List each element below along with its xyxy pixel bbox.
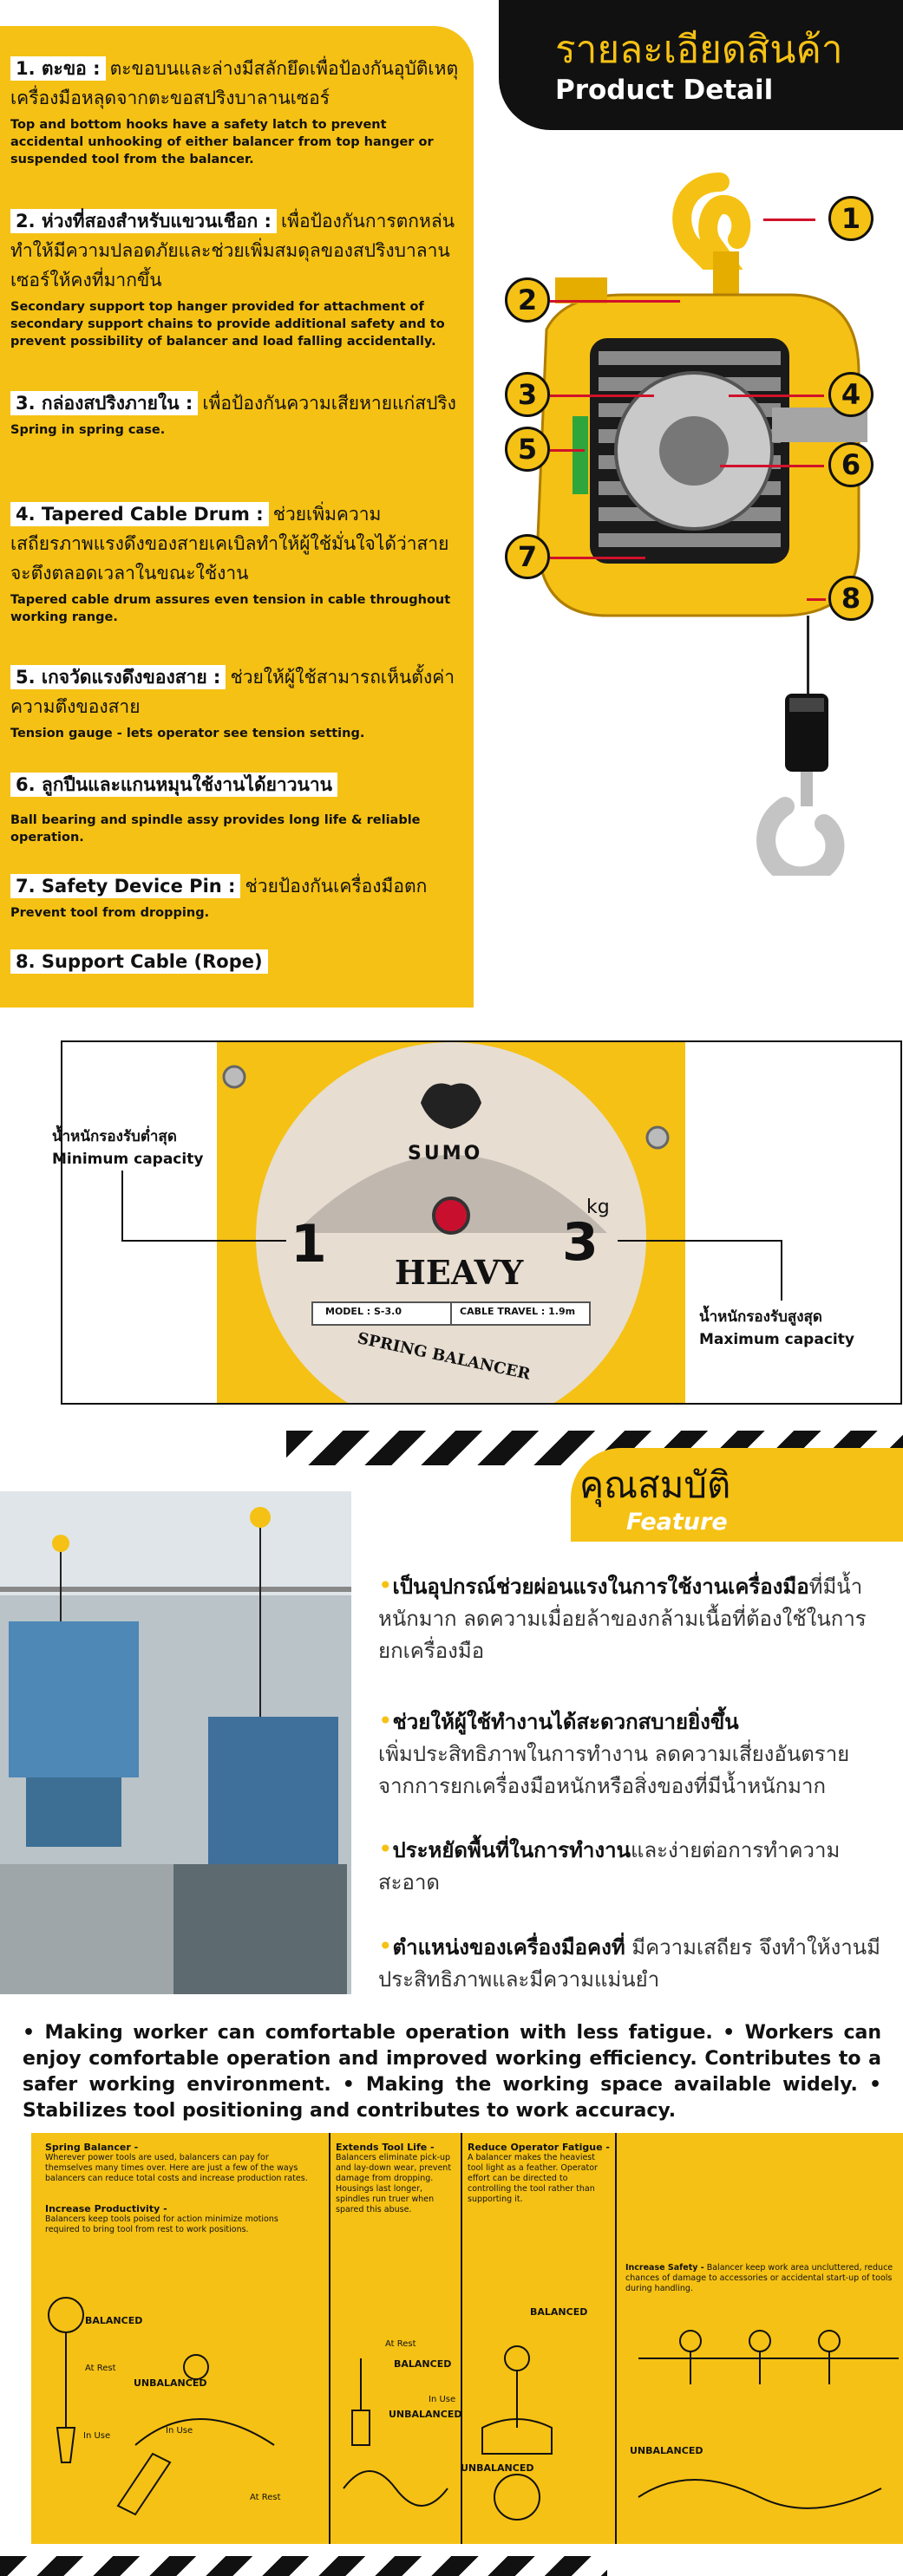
hazard-stripe-bottom	[0, 2556, 607, 2576]
travel-label: CABLE TRAVEL : 1.9m	[460, 1306, 576, 1317]
feature-point-1	[378, 1569, 881, 1667]
item-heading: 4. Tapered Cable Drum :	[10, 502, 269, 526]
label-at-rest-3: At Rest	[385, 2339, 416, 2349]
label-balanced-3: BALANCED	[530, 2306, 588, 2318]
feature-point-text: เพิ่มประสิทธิภาพในการทำงาน ลดความเสี่ยงอันตรายจากการยกเครื่องมือหนักหรือสิ่งของที่มีน้ำหนักมาก	[378, 1742, 850, 1798]
model-label: MODEL : S-3.0	[325, 1306, 402, 1317]
item-text-en: Top and bottom hooks have a safety latch to prevent accidental unhooking of either balancer from top hanger or suspended tool from the balancer.	[10, 118, 434, 166]
min-label-en: Minimum capacity	[52, 1151, 204, 1168]
item-text-th: เพื่อป้องกันความเสียหายแก่สปริง	[202, 393, 456, 414]
detail-item-4	[10, 499, 461, 626]
label-unbalanced-2: UNBALANCED	[389, 2409, 462, 2420]
feature-point-3	[378, 1833, 881, 1899]
safety-title: Increase Safety -	[625, 2263, 704, 2273]
detail-item-6	[10, 770, 461, 846]
min-capacity-value: 1	[291, 1214, 327, 1275]
item-heading: 6. ลูกปืนและแกนหมุนใช้งานได้ยาวนาน	[10, 773, 337, 797]
item-heading: 1. ตะขอ :	[10, 56, 106, 81]
min-capacity-label	[52, 1125, 203, 1171]
fatigue-body: A balancer makes the heaviest tool light as a feather. Operator effort can be directed to controlling the tool rather than supporting it.	[468, 2153, 598, 2204]
feature-title-en: Feature	[626, 1509, 728, 1536]
life-body: Balancers eliminate pick-up and lay-down wear, prevent damage from dropping. Housings last longer, spindles run truer when spared this abuse.	[336, 2153, 452, 2214]
feature-point-bold: ช่วยให้ผู้ใช้ทำงานได้สะดวกสบายยิ่งขึ้น	[392, 1710, 739, 1734]
label-in-use-2: In Use	[166, 2426, 193, 2436]
item-heading: 3. กล่องสปริงภายใน :	[10, 391, 198, 415]
benefits-illustration-panel	[31, 2133, 903, 2544]
product-name-label: SPRING BALANCER	[356, 1329, 533, 1384]
balancer-line-drawings	[31, 2280, 903, 2544]
min-leader	[121, 1171, 123, 1242]
min-leader-h	[121, 1240, 286, 1242]
callout-5: 5	[505, 427, 550, 472]
title-en: Product Detail	[555, 75, 774, 106]
bullet-icon: •	[378, 1706, 393, 1735]
item-heading: 5. เกจวัดแรงดึงของสาย :	[10, 665, 226, 689]
callout-leader-6	[720, 465, 824, 467]
item-text-th: ตะขอบนและล่างมีสลักยึดเพื่อป้องกันอุบัติเหตุเครื่องมือหลุดจากตะขอสปริงบาลานเซอร์	[10, 58, 459, 108]
feature-point-4	[378, 1930, 881, 1996]
feature-title-th: คุณสมบัติ	[579, 1464, 731, 1506]
item-heading: 8. Support Cable (Rope)	[10, 949, 268, 974]
label-unbalanced-4: UNBALANCED	[630, 2445, 703, 2456]
callout-2: 2	[505, 277, 550, 323]
callout-leader-4	[729, 395, 824, 397]
item-text-en: Ball bearing and spindle assy provides long life & reliable operation.	[10, 813, 421, 845]
callout-leader-1	[763, 218, 815, 221]
max-label-th: น้ำหนักรองรับสูงสุด	[699, 1308, 822, 1326]
productivity-title: Increase Productivity -	[45, 2203, 167, 2214]
label-in-use-3: In Use	[429, 2395, 456, 2404]
callout-leader-5	[550, 449, 585, 452]
life-title: Extends Tool Life -	[336, 2142, 435, 2153]
title-th: รายละเอียดสินค้า	[555, 28, 843, 72]
feature-point-text: และง่ายต่อการทำความสะอาด	[378, 1838, 841, 1895]
label-unbalanced-3: UNBALANCED	[461, 2462, 534, 2474]
callout-leader-8	[807, 598, 826, 601]
feature-point-text: มีความเสถียร จึงทำให้งานมีประสิทธิภาพและมีความแม่นยำ	[378, 1935, 880, 1992]
item-text-en: Tension gauge - lets operator see tension setting.	[10, 727, 365, 740]
feature-point-2	[378, 1705, 881, 1803]
detail-item-5	[10, 662, 461, 742]
feature-point-bold: ประหยัดพื้นที่ในการทำงาน	[392, 1838, 631, 1862]
item-text-th: ช่วยเพิ่มความเสถียรภาพแรงดึงของสายเคเบิลทำให้ผู้ใช้มั่นใจได้ว่าสายจะตึงตลอดเวลาในขณะใช้งาน	[10, 504, 449, 584]
max-leader	[781, 1240, 782, 1301]
item-text-en: Prevent tool from dropping.	[10, 906, 210, 920]
spring-title: Spring Balancer -	[45, 2142, 139, 2153]
feature-point-bold: ตำแหน่งของเครื่องมือคงที่	[392, 1935, 625, 1960]
item-text-en: Tapered cable drum assures even tension in cable throughout working range.	[10, 593, 451, 624]
detail-item-2	[10, 206, 461, 350]
label-at-rest-1: At Rest	[85, 2364, 116, 2373]
max-capacity-value: 3	[562, 1212, 599, 1273]
item-text-en: Secondary support top hanger provided for attachment of secondary support chains to provide additional safety and to prevent possibility of balancer and load falling accidentally.	[10, 300, 445, 349]
unit-label: kg	[586, 1197, 610, 1218]
series-label: HEAVY	[395, 1253, 524, 1292]
detail-item-8	[10, 947, 461, 976]
safety-body: Balancer keep work area uncluttered, reduce chances of damage to accessories or accidental start-up of tools during handling.	[625, 2263, 893, 2293]
label-at-rest-2: At Rest	[250, 2493, 281, 2502]
item-text-th: ช่วยป้องกันเครื่องมือตก	[245, 876, 428, 897]
max-capacity-label	[699, 1306, 854, 1351]
item-text-en: Spring in spring case.	[10, 423, 166, 437]
item-text-th: เพื่อป้องกันการตกหล่นทำให้มีความปลอดภัยและช่วยเพิ่มสมดุลของสปริงบาลานเซอร์ให้คงที่มากขึ้น	[10, 211, 455, 290]
min-label-th: น้ำหนักรองรับต่ำสุด	[52, 1128, 177, 1145]
feature-point-bold: เป็นอุปกรณ์ช่วยผ่อนแรงในการใช้งานเครื่องมือ	[392, 1575, 809, 1599]
item-heading: 7. Safety Device Pin :	[10, 874, 240, 898]
item-heading: 2. ห่วงที่สองสำหรับแขวนเชือก :	[10, 209, 277, 233]
item-text-th: ช่วยให้ผู้ใช้สามารถเห็นตั้งค่าความตึงของสาย	[10, 667, 455, 717]
callout-6: 6	[828, 442, 874, 487]
callout-leader-2	[550, 300, 680, 303]
callout-1: 1	[828, 196, 874, 241]
callout-4: 4	[828, 372, 874, 417]
max-leader-h	[618, 1240, 782, 1242]
bullet-icon: •	[378, 1932, 393, 1960]
productivity-body: Balancers keep tools poised for action minimize motions required to bring tool from rest to work positions.	[45, 2214, 278, 2234]
feature-summary-en: • Making worker can comfortable operation with less fatigue. • Workers can enjoy comfortable operation and improved working efficiency. Contributes to a safer working environment. • Making the working space available widely. • Stabilizes tool positioning and contributes to work accuracy.	[23, 2022, 881, 2122]
max-label-en: Maximum capacity	[699, 1331, 854, 1348]
detail-item-1	[10, 54, 461, 168]
label-balanced-2: BALANCED	[394, 2358, 452, 2370]
bullet-icon: •	[378, 1835, 393, 1863]
feature-point-text: ที่มีน้ำหนักมาก ลดความเมื่อยล้าของกล้ามเนื้อที่ต้องใช้ในการยกเครื่องมือ	[378, 1575, 867, 1663]
callout-8: 8	[828, 576, 874, 621]
callout-7: 7	[505, 534, 550, 579]
balancer-cutaway-illustration	[486, 165, 885, 876]
spring-body: Wherever power tools are used, balancers can pay for themselves many times over. Here are just a few of the ways balancers can reduce total costs and increase production rates.	[45, 2153, 308, 2183]
callout-3: 3	[505, 372, 550, 417]
brand-name: SUMO	[408, 1143, 483, 1164]
factory-photo	[0, 1491, 351, 1994]
callout-leader-3	[550, 395, 654, 397]
label-unbalanced-1: UNBALANCED	[134, 2377, 207, 2389]
detail-item-3	[10, 388, 461, 439]
bullet-icon: •	[378, 1571, 393, 1600]
callout-leader-7	[550, 557, 645, 559]
fatigue-title: Reduce Operator Fatigue -	[468, 2142, 610, 2153]
label-balanced-1: BALANCED	[85, 2315, 143, 2326]
detail-item-7	[10, 871, 461, 922]
label-in-use-1: In Use	[83, 2431, 111, 2441]
